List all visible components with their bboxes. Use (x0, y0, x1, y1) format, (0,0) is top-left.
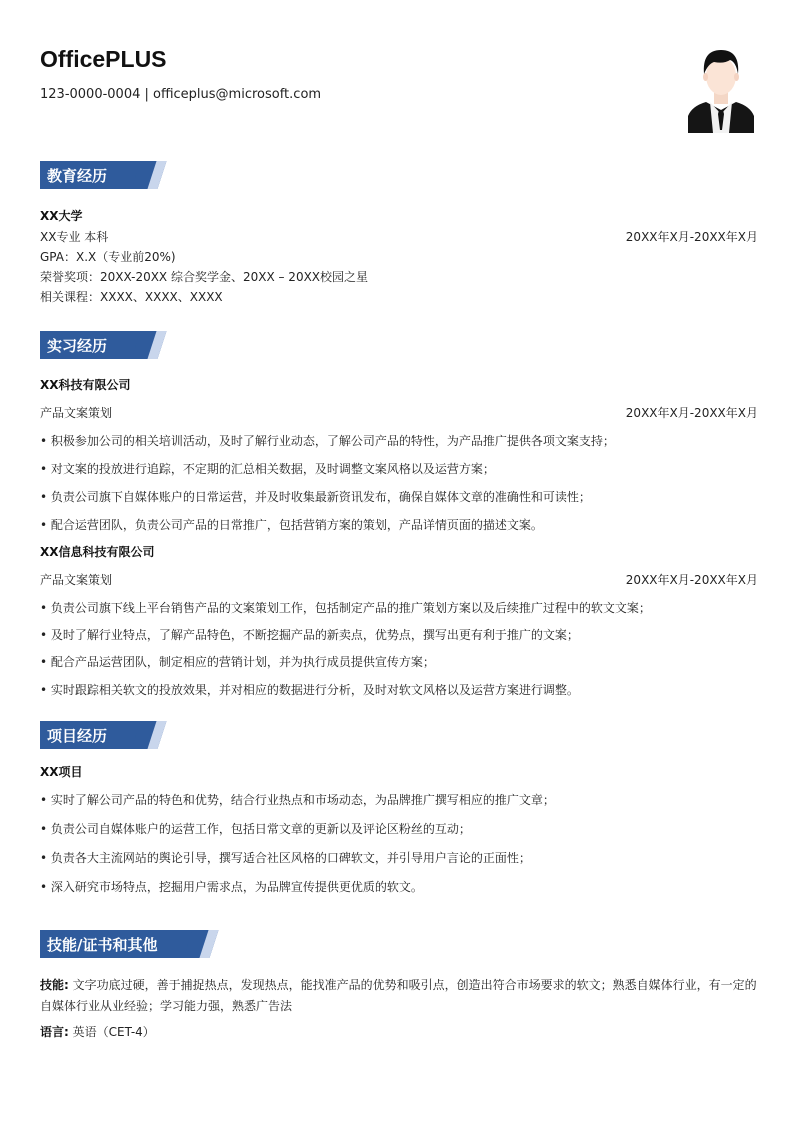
section-title: 项目经历 (47, 727, 108, 745)
section-header-internship (40, 331, 170, 359)
list-item: • 负责公司旗下自媒体账户的日常运营，并及时收集最新资讯发布，确保自媒体文章的准确性和可读性； (40, 490, 591, 504)
job-role: 产品文案策划 (40, 406, 113, 420)
section-title: 实习经历 (47, 337, 108, 355)
language-label: 语言: (40, 1025, 69, 1039)
list-item: • 深入研究市场特点，挖掘用户需求点，为品牌宣传提供更优质的软文。 (40, 880, 423, 894)
section-title: 教育经历 (47, 167, 108, 185)
list-item: • 负责公司自媒体账户的运营工作，包括日常文章的更新以及评论区粉丝的互动； (40, 822, 471, 836)
skills-text: 文字功底过硬，善于捕捉热点，发现热点，能找准产品的优势和吸引点，创造出符合市场要求的软文；熟悉自媒体行业，有一定的自媒体行业从业经验；学习能力强，熟悉广告法 (40, 978, 757, 1013)
company-name: XX信息科技有限公司 (40, 545, 155, 559)
section-header-project (40, 721, 170, 749)
gpa: GPA：X.X（专业前20%) (40, 250, 176, 264)
job-row (40, 404, 758, 421)
job-date: 20XX年X月-20XX年X月 (625, 573, 758, 587)
list-item: • 积极参加公司的相关培训活动，及时了解行业动态，了解公司产品的特性，为产品推广提供各项文案支持； (40, 434, 615, 448)
education-row (40, 228, 758, 245)
language-paragraph (40, 1022, 758, 1043)
skills-paragraph (40, 975, 758, 1017)
list-item: • 实时跟踪相关软文的投放效果，并对相应的数据进行分析，及时对软文风格以及运营方案进行调整。 (40, 683, 579, 697)
major-degree: XX专业 本科 (40, 230, 109, 244)
candidate-name: OfficePLUS (40, 46, 167, 72)
section-header-skills (40, 930, 170, 958)
school-name: XX大学 (40, 209, 83, 223)
project-name: XX项目 (40, 765, 83, 779)
list-item: • 负责各大主流网站的舆论引导，撰写适合社区风格的口碑软文，并引导用户言论的正面性； (40, 851, 531, 865)
education-date: 20XX年X月-20XX年X月 (625, 230, 758, 244)
list-item: • 及时了解行业特点，了解产品特色，不断挖掘产品的新卖点，优势点，撰写出更有利于推广的文案； (40, 628, 579, 642)
list-item: • 配合运营团队，负责公司产品的日常推广，包括营销方案的策划，产品详情页面的描述文案。 (40, 518, 543, 532)
list-item: • 实时了解公司产品的特色和优势，结合行业热点和市场动态，为品牌推广撰写相应的推广文章； (40, 793, 555, 807)
company-name: XX科技有限公司 (40, 378, 131, 392)
job-date: 20XX年X月-20XX年X月 (625, 406, 758, 420)
language-text: 英语（CET-4） (72, 1025, 155, 1039)
person-avatar-icon (688, 44, 754, 133)
job-role: 产品文案策划 (40, 573, 113, 587)
section-header-education (40, 161, 170, 189)
contact-info: 123-0000-0004 | officeplus@microsoft.com (40, 87, 322, 102)
job-row (40, 571, 758, 588)
list-item: • 对文案的投放进行追踪，不定期的汇总相关数据，及时调整文案风格以及运营方案； (40, 462, 495, 476)
skills-label: 技能: (40, 978, 69, 992)
courses: 相关课程：XXXX、XXXX、XXXX (40, 290, 223, 304)
honors: 荣誉奖项：20XX-20XX 综合奖学金、20XX – 20XX校园之星 (40, 270, 369, 284)
list-item: • 配合产品运营团队，制定相应的营销计划，并为执行成员提供宣传方案； (40, 655, 435, 669)
section-title: 技能/证书和其他 (47, 936, 158, 954)
list-item: • 负责公司旗下线上平台销售产品的文案策划工作，包括制定产品的推广策划方案以及后续推广过程中的软文文案； (40, 601, 651, 615)
